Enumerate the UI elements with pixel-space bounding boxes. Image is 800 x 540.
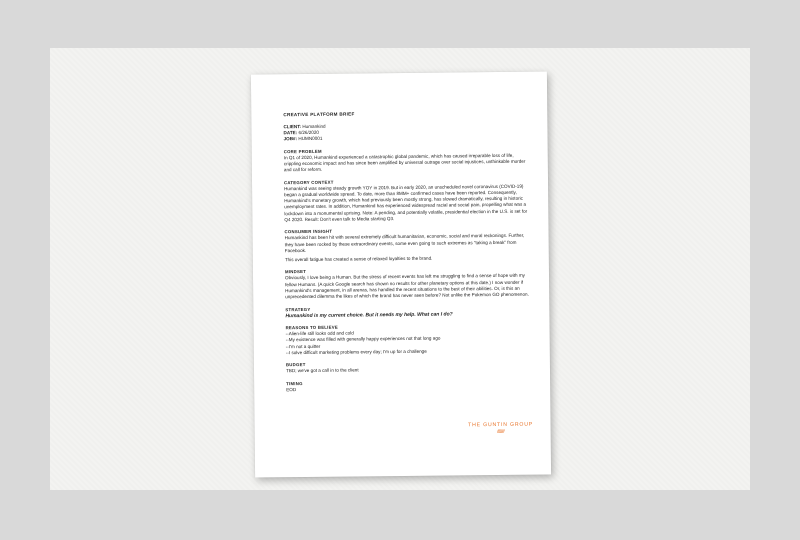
job-line	[284, 134, 530, 143]
consumer-insight-text: Humankind has been hit with several extremely difficult humanitarian, economic, social and moral reckonings. Further, they have been rocked by these extraordinary events, some even going to such extremes as "taking a break" from Facebook.	[284, 232, 525, 254]
reason-item: --I solve difficult marketing problems every day; I'm up for a challenge	[285, 348, 427, 356]
timing-text: EOD	[286, 386, 297, 392]
date-label: DATE:	[283, 130, 298, 136]
reason-item: --Alien-life still looks odd and cold	[285, 330, 354, 337]
date-value: 6/26/2020	[298, 130, 319, 136]
client-label: CLIENT:	[283, 124, 302, 130]
client-value: Humankind	[302, 123, 326, 130]
budget-heading: BUDGET	[285, 362, 306, 368]
strategy-text: Humankind is my current choice. But it needs my help. What can I do?	[285, 311, 453, 319]
reason-item: --My existence was filled with generally happy experiences not that long ago	[285, 335, 441, 343]
budget-text: TBD; we've got a call in to the client	[285, 367, 359, 374]
mindset-text: Obviously, I love being a Human. But the stress of recent events has left me struggling to find a sense of hope with my fellow Humans. (A quick Google search has shown no results for other planetary options at this date.) I now wonder if Humankind's management, in all arenas, has handled the recent situations to the best of their abilities. Or, is this an unprecedented dilemma the likes of which the brand has never seen before? Not unlike the Pokemon GO phenomenon.	[285, 273, 529, 300]
core-problem-heading: CORE PROBLEM	[283, 148, 322, 154]
document-content	[283, 110, 532, 393]
job-value: HUMN0001	[298, 136, 323, 142]
reasons-heading: REASONS TO BELIEVE	[285, 324, 338, 331]
brief-document	[251, 71, 551, 477]
document-title: CREATIVE PLATFORM BRIEF	[283, 111, 355, 118]
core-problem-text: In Q1 of 2020, Humankind experienced a catastrophic global pandemic, which has caused irreparable loss of life, crippling economic impact and has since been amplified by universal outrage over social injustices, unthinkable murder and call for reform.	[283, 152, 526, 173]
category-context-text: Humankind was seeing steady growth YOY in 2019. But in early 2020, an unscheduled novel coronavirus (COVID-19) began a gradual worldwide spread. To date, more than 8MM+ confirmed cases have been reported. Consequently, Humankind's monetary growth, which had previously been mostly strong, has slowed dramatically, resulting in historic unemployment rates. In addition, Humankind has experienced widespread racial and social pain, propelling what was a lockdown into a monumental uprising. Note: A pending, and potentially volatile, presidential election in the U.S. is set for Q4 2020. Result: Don't even talk to Media starting Q3.	[284, 183, 528, 223]
agency-logo	[461, 422, 541, 436]
reason-item: --I'm not a quitter	[285, 343, 321, 349]
agency-name: THE GUNTIN GROUP	[468, 421, 534, 429]
strategy-heading: STRATEGY	[285, 306, 311, 312]
consumer-insight-text-2: This overall fatigue has created a sense of relaxed loyalties to the brand.	[284, 255, 433, 263]
timing-heading: TIMING	[286, 380, 303, 386]
job-label: JOB#:	[283, 136, 298, 142]
category-context-heading: CATEGORY CONTEXT	[284, 179, 334, 185]
agency-slash-mark: ////////	[497, 428, 505, 436]
consumer-insight-heading: CONSUMER INSIGHT	[284, 228, 333, 235]
mindset-heading: MINDSET	[284, 269, 307, 275]
